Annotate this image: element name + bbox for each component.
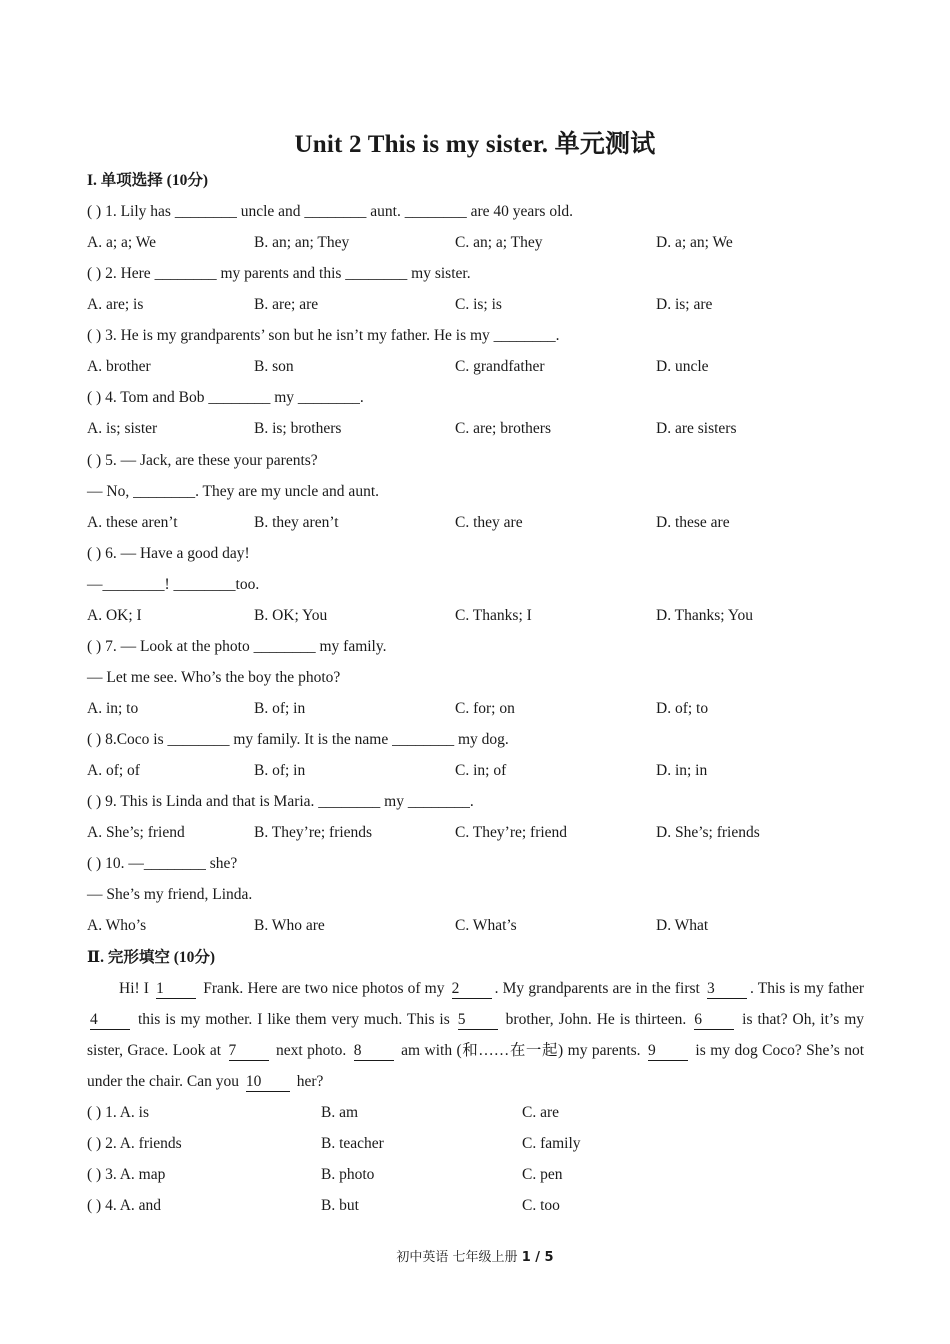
answer-option: C. grandfather xyxy=(455,358,545,375)
options-row xyxy=(87,693,867,724)
answer-option: C. is; is xyxy=(455,296,502,313)
answer-option: D. a; an; We xyxy=(656,234,733,251)
answer-option: B. Who are xyxy=(254,917,325,934)
passage-text: . My grandparents are in the first xyxy=(494,980,704,997)
cloze-blank-number: 3 xyxy=(707,979,747,999)
cloze-blank-number: 9 xyxy=(648,1041,688,1061)
answer-option: C. too xyxy=(522,1197,560,1214)
answer-option: B. they aren’t xyxy=(254,514,339,531)
passage-text: her? xyxy=(292,1073,324,1090)
answer-option: B. son xyxy=(254,358,294,375)
answer-option: D. What xyxy=(656,917,709,934)
answer-option: D. is; are xyxy=(656,296,713,313)
answer-option: C. family xyxy=(522,1135,581,1152)
passage-text: Hi! I xyxy=(119,980,154,997)
cloze-blank-number: 5 xyxy=(458,1010,498,1030)
answer-option: C. an; a; They xyxy=(455,234,543,251)
answer-option: D. are sisters xyxy=(656,420,737,437)
passage-text: brother, John. He is thirteen. xyxy=(500,1011,692,1028)
answer-option: B. but xyxy=(321,1197,359,1214)
cloze-blank-number: 7 xyxy=(229,1041,269,1061)
question-stem: ( ) 5. — Jack, are these your parents? xyxy=(87,452,318,469)
cloze-question-row xyxy=(87,1159,867,1190)
passage-text: Frank. Here are two nice photos of my xyxy=(199,980,449,997)
question-dialogue: — Let me see. Who’s the boy the photo? xyxy=(87,669,341,686)
page-number: 1 / 5 xyxy=(521,1250,554,1265)
answer-option: D. She’s; friends xyxy=(656,824,760,841)
options-row xyxy=(87,289,867,320)
question-stem: ( ) 3. He is my grandparents’ son but he isn’t my father. He is my ________. xyxy=(87,327,560,344)
question-stem: ( ) 1. A. is xyxy=(87,1104,149,1121)
cloze-blank-number: 8 xyxy=(354,1041,394,1061)
cloze-blank-number: 1 xyxy=(156,979,196,999)
answer-option: D. of; to xyxy=(656,700,709,717)
answer-option: A. She’s; friend xyxy=(87,824,185,841)
answer-option: A. Who’s xyxy=(87,917,147,934)
answer-option: D. uncle xyxy=(656,358,709,375)
answer-option: C. for; on xyxy=(455,700,515,717)
question-stem: ( ) 9. This is Linda and that is Maria. ________ my ________. xyxy=(87,793,474,810)
answer-option: B. are; are xyxy=(254,296,319,313)
answer-option: B. of; in xyxy=(254,762,306,779)
question-dialogue: —________! ________too. xyxy=(87,576,260,593)
answer-option: C. are; brothers xyxy=(455,420,551,437)
answer-option: B. OK; You xyxy=(254,607,328,624)
answer-option: B. am xyxy=(321,1104,359,1121)
answer-option: C. they are xyxy=(455,514,523,531)
answer-option: A. of; of xyxy=(87,762,140,779)
question-stem: ( ) 4. A. and xyxy=(87,1197,162,1214)
question-stem: ( ) 3. A. map xyxy=(87,1166,166,1183)
page-footer xyxy=(0,1246,950,1265)
answer-option: B. photo xyxy=(321,1166,375,1183)
options-row xyxy=(87,413,867,444)
cloze-blank-number: 10 xyxy=(246,1072,290,1092)
answer-option: C. Thanks; I xyxy=(455,607,532,624)
answer-option: B. an; an; They xyxy=(254,234,350,251)
answer-option: B. They’re; friends xyxy=(254,824,373,841)
page-title: Unit 2 This is my sister. 单元测试 xyxy=(294,131,656,158)
answer-option: C. are xyxy=(522,1104,560,1121)
answer-option: C. in; of xyxy=(455,762,507,779)
answer-option: A. brother xyxy=(87,358,151,375)
passage-text: am with (和……在一起) my parents. xyxy=(396,1042,645,1059)
options-row xyxy=(87,910,867,941)
options-row xyxy=(87,351,867,382)
options-row xyxy=(87,600,867,631)
answer-option: A. are; is xyxy=(87,296,144,313)
cloze-question-row xyxy=(87,1190,867,1221)
question-stem: ( ) 1. Lily has ________ uncle and ________ aunt. ________ are 40 years old. xyxy=(87,203,574,220)
answer-option: C. They’re; friend xyxy=(455,824,568,841)
passage-text: is my dog Coco? She’s not under the chair. Can you xyxy=(87,1042,865,1090)
question-stem: ( ) 10. —________ she? xyxy=(87,855,238,872)
passage-text: . This is my father xyxy=(749,980,864,997)
question-stem: ( ) 4. Tom and Bob ________ my ________. xyxy=(87,389,364,406)
question-dialogue: — No, ________. They are my uncle and aunt. xyxy=(87,483,379,500)
question-stem: ( ) 2. Here ________ my parents and this ________ my sister. xyxy=(87,265,471,282)
cloze-passage xyxy=(87,973,864,1097)
section-2-heading: Ⅱ. 完形填空 (10分) xyxy=(87,949,216,966)
section-1-heading: I. 单项选择 (10分) xyxy=(87,172,208,189)
answer-option: A. is; sister xyxy=(87,420,158,437)
cloze-blank-number: 4 xyxy=(90,1010,130,1030)
question-dialogue: — She’s my friend, Linda. xyxy=(87,886,253,903)
answer-option: D. these are xyxy=(656,514,730,531)
answer-option: A. in; to xyxy=(87,700,139,717)
question-stem: ( ) 2. A. friends xyxy=(87,1135,182,1152)
passage-text: is that? Oh, it’s my sister, Grace. Look at xyxy=(87,1011,864,1059)
options-row xyxy=(87,817,867,848)
options-row xyxy=(87,507,867,538)
answer-option: D. in; in xyxy=(656,762,708,779)
footer-course: 初中英语 七年级上册 xyxy=(396,1250,522,1265)
question-stem: ( ) 8.Coco is ________ my family. It is the name ________ my dog. xyxy=(87,731,509,748)
passage-text: next photo. xyxy=(271,1042,351,1059)
passage-text: this is my mother. I like them very much. This is xyxy=(133,1011,455,1028)
answer-option: A. OK; I xyxy=(87,607,142,624)
answer-option: C. What’s xyxy=(455,917,517,934)
options-row xyxy=(87,227,867,258)
cloze-blank-number: 6 xyxy=(694,1010,734,1030)
question-stem: ( ) 6. — Have a good day! xyxy=(87,545,250,562)
cloze-question-row xyxy=(87,1097,867,1128)
options-row xyxy=(87,755,867,786)
answer-option: C. pen xyxy=(522,1166,563,1183)
answer-option: A. a; a; We xyxy=(87,234,157,251)
answer-option: D. Thanks; You xyxy=(656,607,754,624)
answer-option: B. is; brothers xyxy=(254,420,342,437)
cloze-question-row xyxy=(87,1128,867,1159)
answer-option: B. teacher xyxy=(321,1135,384,1152)
cloze-blank-number: 2 xyxy=(452,979,492,999)
question-stem: ( ) 7. — Look at the photo ________ my family. xyxy=(87,638,387,655)
answer-option: B. of; in xyxy=(254,700,306,717)
answer-option: A. these aren’t xyxy=(87,514,178,531)
